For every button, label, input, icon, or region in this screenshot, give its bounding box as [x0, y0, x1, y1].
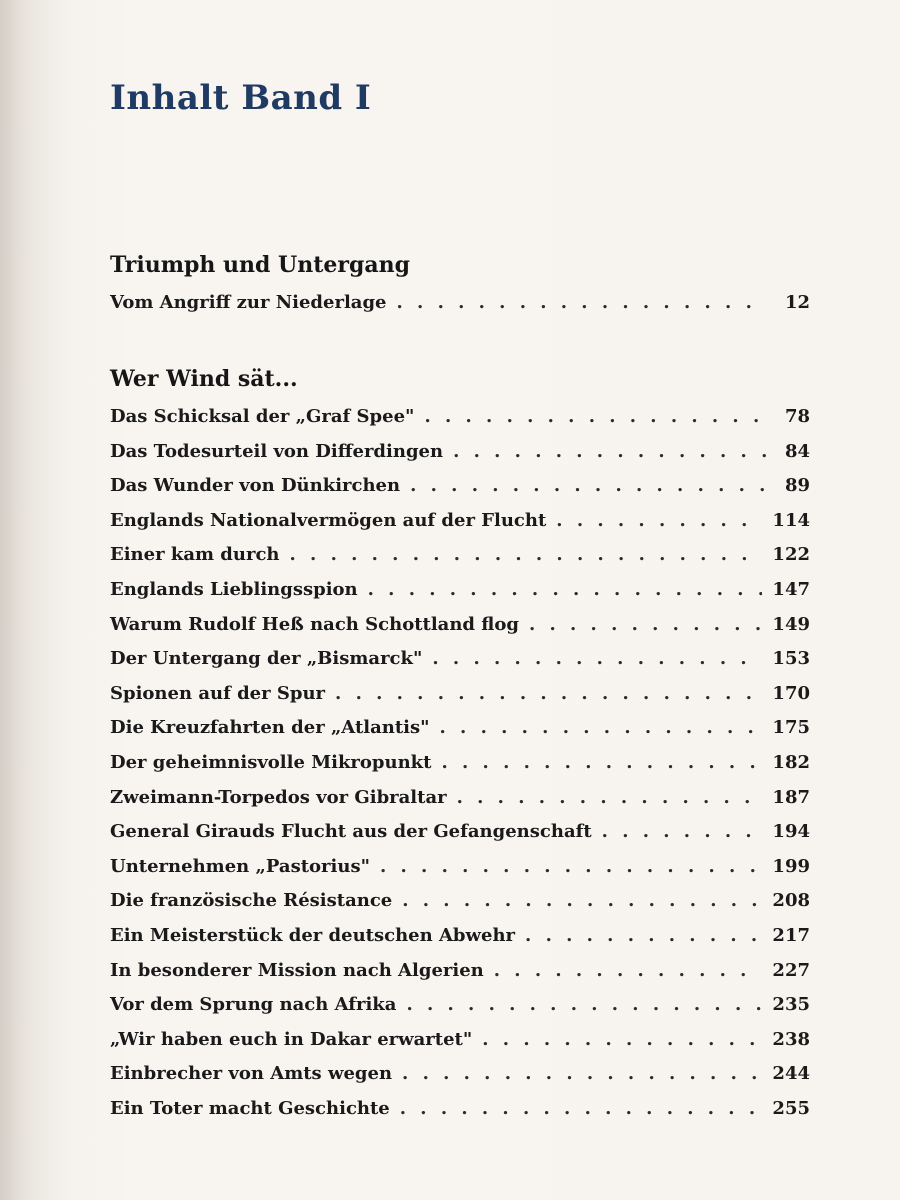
toc-entry-title: Ein Meisterstück der deutschen Abwehr	[110, 924, 516, 946]
toc-entry-page: 187	[772, 786, 810, 808]
dot-leader	[529, 614, 762, 635]
toc-entry	[110, 1063, 810, 1098]
toc-entry-page: 208	[772, 890, 810, 912]
dot-leader	[453, 441, 766, 462]
toc-entry	[110, 683, 810, 718]
toc-entry-title: Vom Angriff zur Niederlage	[110, 292, 387, 313]
dot-leader	[406, 994, 762, 1015]
toc-entry-page: 255	[772, 1097, 810, 1119]
toc-entry-title: Warum Rudolf Heß nach Schottland flog	[110, 613, 519, 635]
toc-entry	[110, 406, 810, 441]
toc-entry-page: 238	[772, 1028, 810, 1050]
dot-leader	[402, 1063, 762, 1084]
dot-leader	[440, 717, 763, 738]
toc-entry-page: 122	[772, 544, 810, 566]
toc-entry	[110, 856, 810, 891]
toc-entry-title: Ein Toter macht Geschichte	[110, 1097, 390, 1119]
toc-entry	[110, 441, 810, 476]
toc-entry	[110, 510, 810, 545]
toc-entry-title: Englands Lieblingsspion	[110, 578, 358, 600]
toc-entry	[110, 994, 810, 1029]
dot-leader	[482, 1029, 762, 1050]
toc-entry-page: 182	[772, 751, 810, 773]
toc-entry-page: 78	[784, 406, 810, 427]
dot-leader	[410, 475, 766, 496]
toc-entry-page: 244	[772, 1063, 810, 1085]
page-title: Inhalt Band I	[110, 78, 372, 118]
toc-entry	[110, 544, 810, 579]
toc-entry	[110, 1098, 810, 1133]
toc-entry-title: In besonderer Mission nach Algerien	[110, 959, 484, 981]
dot-leader	[556, 510, 762, 531]
dot-leader	[602, 821, 763, 842]
toc-entry-page: 194	[772, 821, 810, 843]
dot-leader	[397, 292, 767, 313]
book-binding-shadow	[0, 0, 70, 1200]
toc-entry	[110, 787, 810, 822]
toc-entry-page: 170	[772, 682, 810, 704]
dot-leader	[402, 890, 762, 911]
toc-entry-title: Zweimann-Torpedos vor Gibraltar	[110, 786, 447, 808]
toc-entry-title: Das Wunder von Dünkirchen	[110, 475, 401, 497]
toc-entry	[110, 1029, 810, 1064]
toc-entry-title: Die französische Résistance	[110, 890, 393, 912]
dot-leader	[432, 648, 762, 669]
toc-entry-title: Einbrecher von Amts wegen	[110, 1063, 393, 1085]
toc-entry-page: 147	[772, 578, 810, 600]
dot-leader	[457, 787, 763, 808]
dot-leader	[494, 960, 763, 981]
toc-entry	[110, 579, 810, 614]
section-heading-wer-wind: Wer Wind sät...	[110, 366, 298, 392]
dot-leader	[400, 1098, 763, 1119]
toc-entry-page: 227	[772, 959, 810, 981]
toc-entry-title: Das Todesurteil von Differdingen	[110, 440, 444, 462]
toc-entry-page: 89	[784, 475, 810, 497]
table-of-contents-page	[110, 0, 810, 1200]
dot-leader	[525, 925, 762, 946]
toc-entry-title: „Wir haben euch in Dakar erwartet"	[110, 1028, 473, 1050]
toc-entry-page: 235	[772, 994, 810, 1016]
toc-entry-title: Der geheimnisvolle Mikropunkt	[110, 751, 432, 773]
toc-entry	[110, 821, 810, 856]
toc-list-section-1	[110, 292, 810, 327]
toc-entry-page: 153	[772, 648, 810, 670]
toc-entry-title: Die Kreuzfahrten der „Atlantis"	[110, 717, 430, 739]
toc-entry	[110, 890, 810, 925]
toc-entry-page: 199	[772, 855, 810, 877]
toc-entry	[110, 960, 810, 995]
toc-entry-title: Spionen auf der Spur	[110, 682, 326, 704]
toc-entry-page: 84	[784, 440, 810, 462]
toc-entry-title: Vor dem Sprung nach Afrika	[110, 994, 397, 1016]
toc-entry	[110, 925, 810, 960]
toc-entry-title: General Girauds Flucht aus der Gefangenschaft	[110, 821, 592, 843]
toc-entry-page: 114	[772, 509, 810, 531]
toc-entry-page: 175	[772, 717, 810, 739]
section-heading-triumph: Triumph und Untergang	[110, 252, 411, 278]
toc-entry	[110, 752, 810, 787]
toc-entry-page: 12	[784, 292, 810, 313]
dot-leader	[441, 752, 762, 773]
toc-entry	[110, 717, 810, 752]
toc-entry-title: Der Untergang der „Bismarck"	[110, 648, 423, 670]
dot-leader	[335, 683, 762, 704]
dot-leader	[424, 406, 766, 427]
toc-entry-page: 149	[772, 613, 810, 635]
dot-leader	[368, 579, 763, 600]
toc-entry	[110, 292, 810, 327]
dot-leader	[380, 856, 762, 877]
toc-entry-title: Unternehmen „Pastorius"	[110, 855, 370, 877]
toc-entry-title: Das Schicksal der „Graf Spee"	[110, 406, 415, 427]
toc-entry-title: Einer kam durch	[110, 544, 280, 566]
dot-leader	[290, 544, 763, 565]
toc-entry	[110, 475, 810, 510]
toc-entry-title: Englands Nationalvermögen auf der Flucht	[110, 509, 547, 531]
toc-entry-page: 217	[772, 924, 810, 946]
toc-list-section-2	[110, 406, 810, 1132]
toc-entry	[110, 614, 810, 649]
toc-entry	[110, 648, 810, 683]
